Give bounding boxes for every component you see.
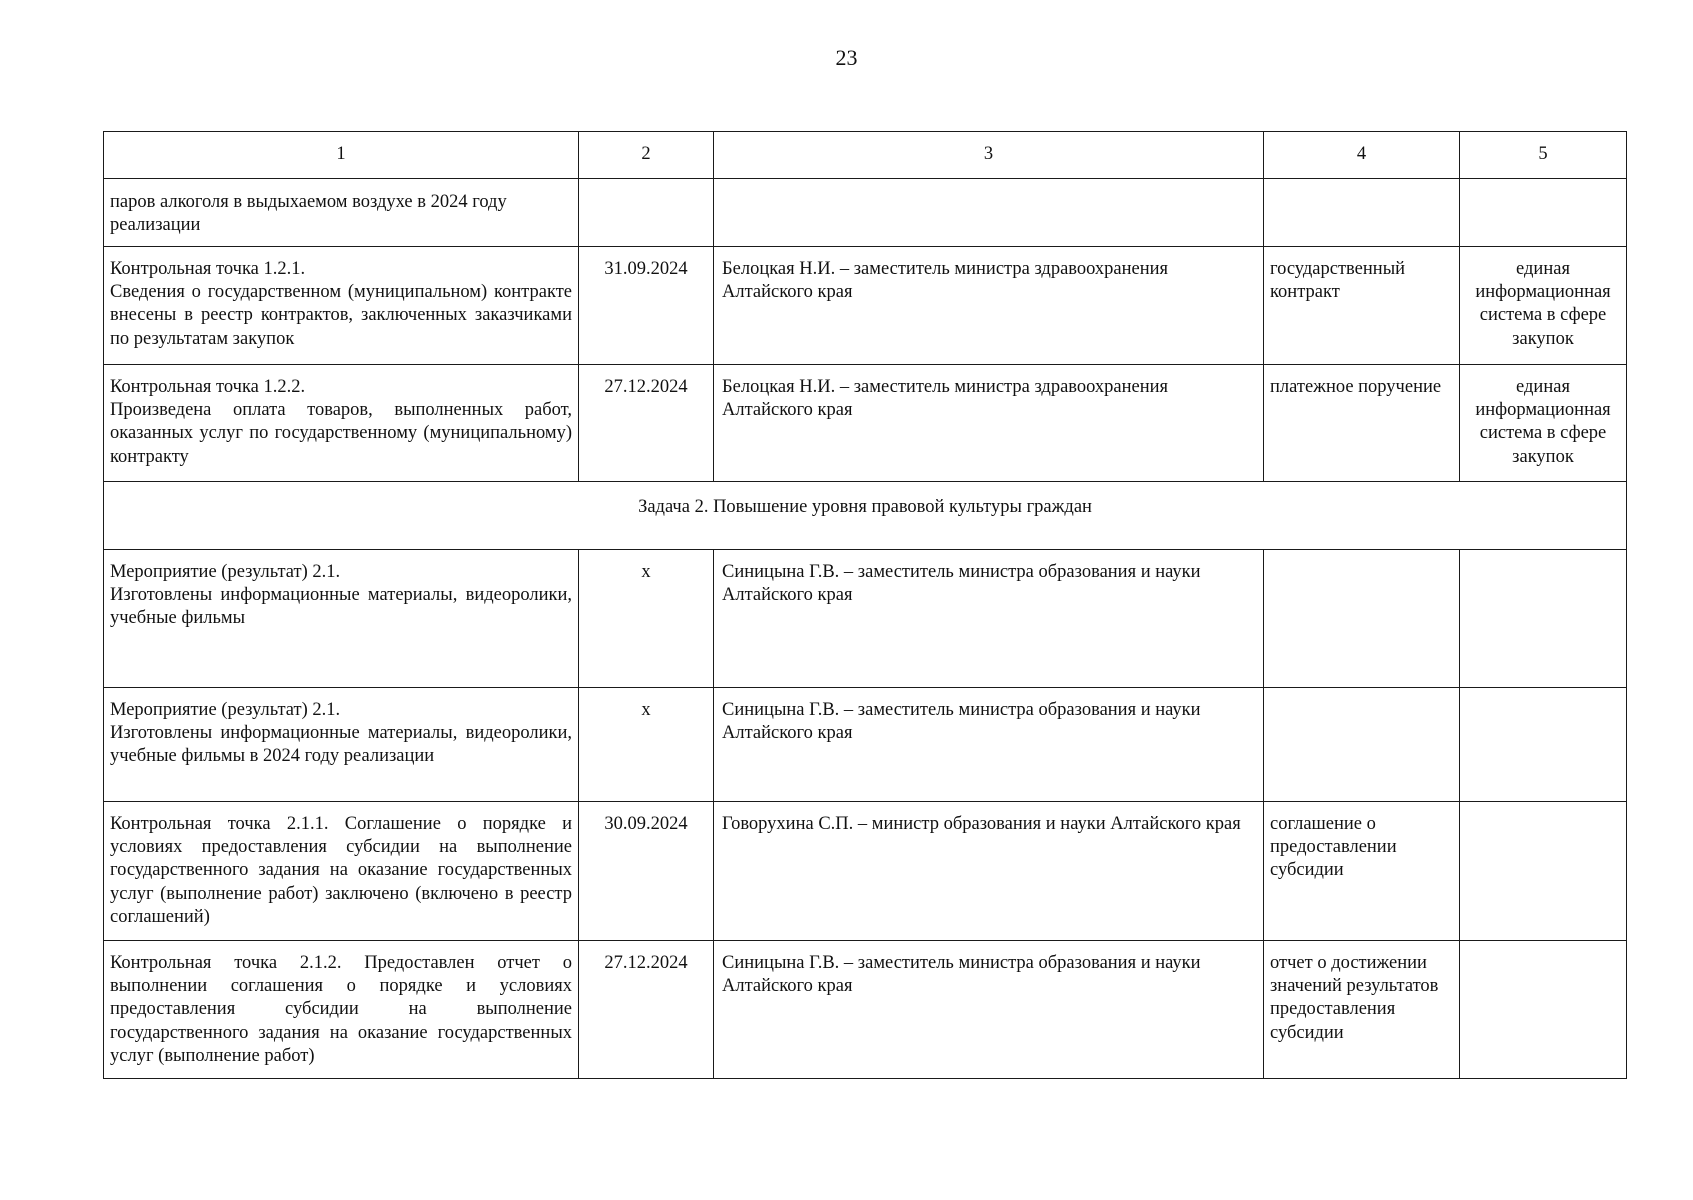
page-number: 23 [835,45,858,70]
event-name-line: Контрольная точка 2.1.2. Предоставлен отчет о выполнении соглашения о порядке и условиях предоставления субсидии на выполнение государственного задания на оказание государственных услуг (выполнение работ) [110,953,572,1066]
responsible-cell: Синицына Г.В. – заместитель министра образования и науки Алтайского края [714,688,1264,802]
information-system-cell [1460,179,1627,247]
event-name-line: паров алкоголя в выдыхаемом воздухе в 2024 году [110,192,507,212]
column-header: 4 [1264,132,1460,179]
event-name-line: Изготовлены информационные материалы, видеоролики, учебные фильмы [110,585,572,629]
information-system-cell [1460,802,1627,941]
responsible-cell: Белоцкая Н.И. – заместитель министра здравоохранения Алтайского края [714,365,1264,482]
deadline-cell [579,179,714,247]
task-row [104,482,1627,550]
deadline-cell: х [579,550,714,688]
event-name-cell [104,179,579,247]
document-type-cell: отчет о достижении значений результатов предоставления субсидии [1264,941,1460,1079]
event-name-line: Произведена оплата товаров, выполненных работ, оказанных услуг по государственному (муниципальному) контракту [110,400,572,467]
information-system-cell [1460,550,1627,688]
document-type-cell: государственный контракт [1264,247,1460,365]
responsible-cell: Синицына Г.В. – заместитель министра образования и науки Алтайского края [714,550,1264,688]
event-name-line: реализации [110,215,201,236]
information-system-cell [1460,941,1627,1079]
event-name-cell [104,247,579,365]
table-row [104,941,1627,1079]
event-name-line: Контрольная точка 1.2.2. [110,377,306,397]
responsible-cell [714,179,1264,247]
deadline-cell: 30.09.2024 [579,802,714,941]
responsible-cell: Синицына Г.В. – заместитель министра образования и науки Алтайского края [714,941,1264,1079]
document-type-cell [1264,688,1460,802]
table-row [104,247,1627,365]
event-name-line: Мероприятие (результат) 2.1. [110,562,341,582]
column-header: 3 [714,132,1264,179]
event-name-line: Контрольная точка 1.2.1. [110,259,306,279]
event-name-cell [104,688,579,802]
deadline-cell: 31.09.2024 [579,247,714,365]
document-type-cell: соглашение о предоставлении субсидии [1264,802,1460,941]
event-name-line: Сведения о государственном (муниципальном) контракте внесены в реестр контрактов, заключенных заказчиками по результатам закупок [110,282,572,349]
table-row [104,179,1627,247]
event-name-line: Контрольная точка 2.1.1. Соглашение о порядке и условиях предоставления субсидии на выполнение государственного задания на оказание государственных услуг (выполнение работ) заключено (включено в реестр соглашений) [110,814,572,927]
table-row [104,802,1627,941]
deadline-cell: х [579,688,714,802]
information-system-cell [1460,688,1627,802]
responsible-cell: Говорухина С.П. – министр образования и науки Алтайского края [714,802,1264,941]
column-header: 1 [104,132,579,179]
event-name-cell [104,550,579,688]
responsible-cell: Белоцкая Н.И. – заместитель министра здравоохранения Алтайского края [714,247,1264,365]
event-name-cell [104,941,579,1079]
table-row [104,550,1627,688]
document-type-cell [1264,179,1460,247]
information-system-cell: единая информационная система в сфере закупок [1460,247,1627,365]
table-row [104,688,1627,802]
table-row [104,365,1627,482]
task-title: Задача 2. Повышение уровня правовой культуры граждан [104,482,1627,550]
deadline-cell: 27.12.2024 [579,365,714,482]
deadline-cell: 27.12.2024 [579,941,714,1079]
event-name-line: Изготовлены информационные материалы, видеоролики, учебные фильмы в 2024 году реализации [110,723,572,767]
plan-table [103,131,1627,1079]
column-header: 5 [1460,132,1627,179]
event-name-line: Мероприятие (результат) 2.1. [110,700,341,720]
event-name-cell [104,365,579,482]
header-row [104,132,1627,179]
document-type-cell: платежное поручение [1264,365,1460,482]
column-header: 2 [579,132,714,179]
information-system-cell: единая информационная система в сфере закупок [1460,365,1627,482]
document-type-cell [1264,550,1460,688]
event-name-cell [104,802,579,941]
